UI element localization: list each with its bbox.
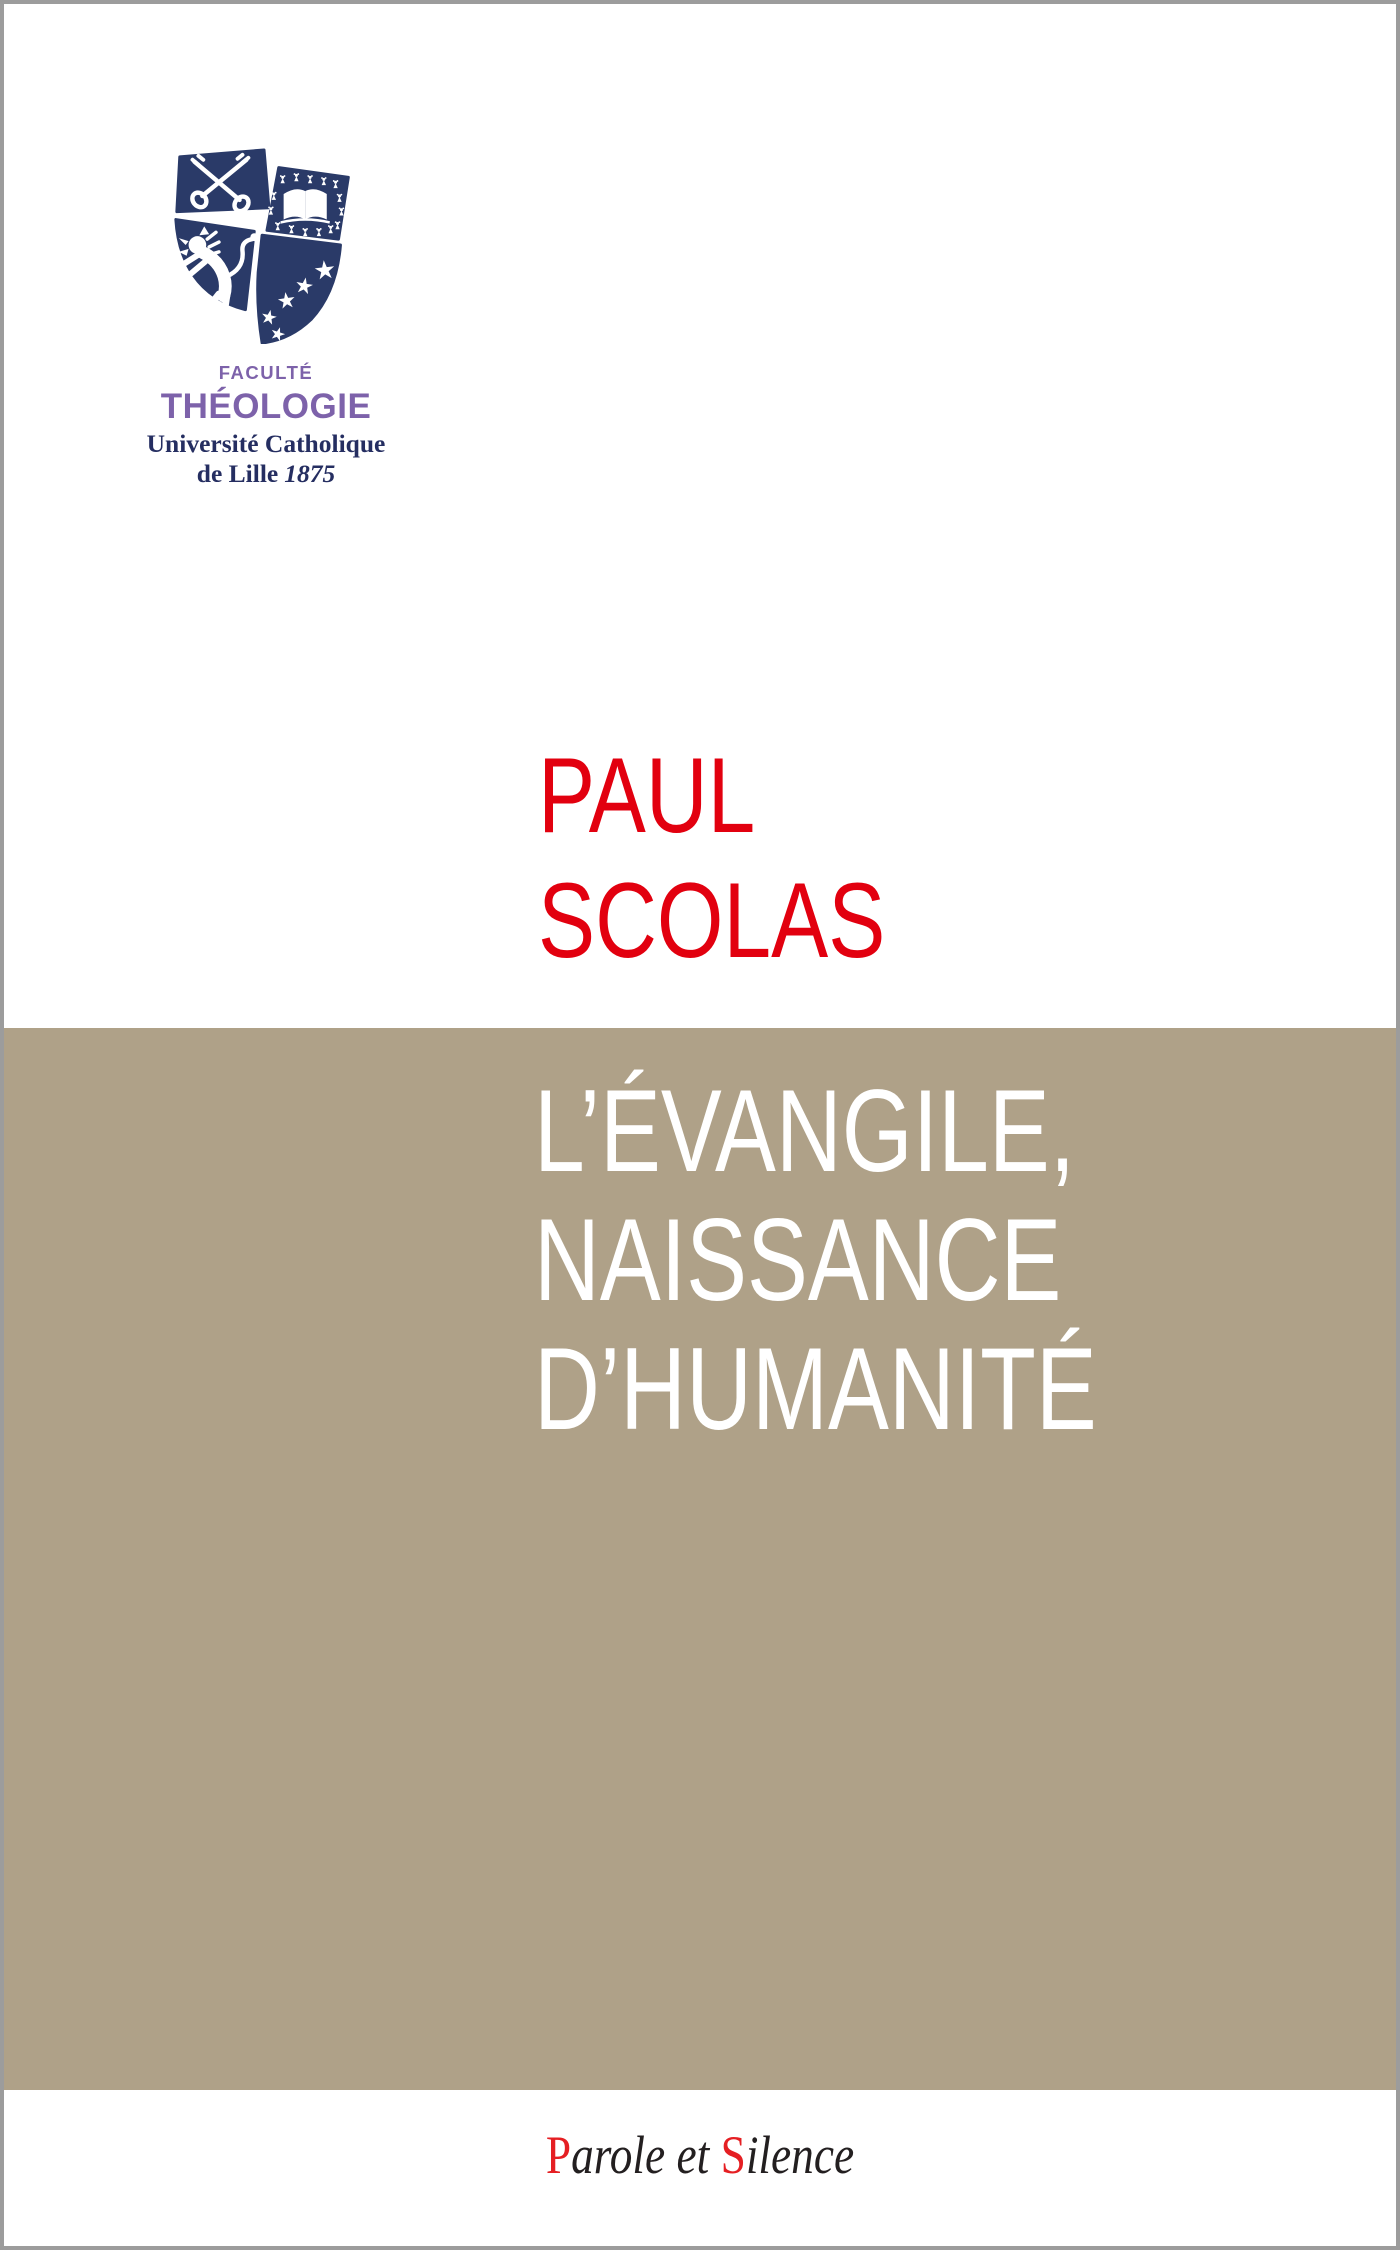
university-crest-icon bbox=[168, 146, 364, 344]
publisher-logo: Parole et Silence bbox=[545, 2125, 855, 2185]
faculty-label: FACULTÉ bbox=[218, 362, 314, 383]
author-line: SCOLAS bbox=[538, 860, 886, 980]
publisher-initial-p: P bbox=[545, 2125, 572, 2185]
author-line: PAUL bbox=[538, 735, 756, 855]
founded-year: 1875 bbox=[284, 458, 336, 488]
title-line: NAISSANCE bbox=[534, 1194, 1062, 1325]
title-line: D’HUMANITÉ bbox=[534, 1323, 1097, 1454]
title-line: L’ÉVANGILE, bbox=[534, 1065, 1076, 1196]
faculty-name: THÉOLOGIE bbox=[160, 386, 372, 426]
open-book-icon bbox=[281, 189, 330, 222]
title-band bbox=[4, 1028, 1396, 2090]
author-name bbox=[538, 733, 885, 983]
university-name-line1: Université Catholique bbox=[146, 428, 386, 458]
university-name-line2: de Lille 1875 bbox=[196, 458, 336, 488]
university-logo bbox=[138, 146, 394, 488]
book-title bbox=[534, 1066, 1097, 1453]
publisher-initial-s: S bbox=[720, 2125, 746, 2185]
